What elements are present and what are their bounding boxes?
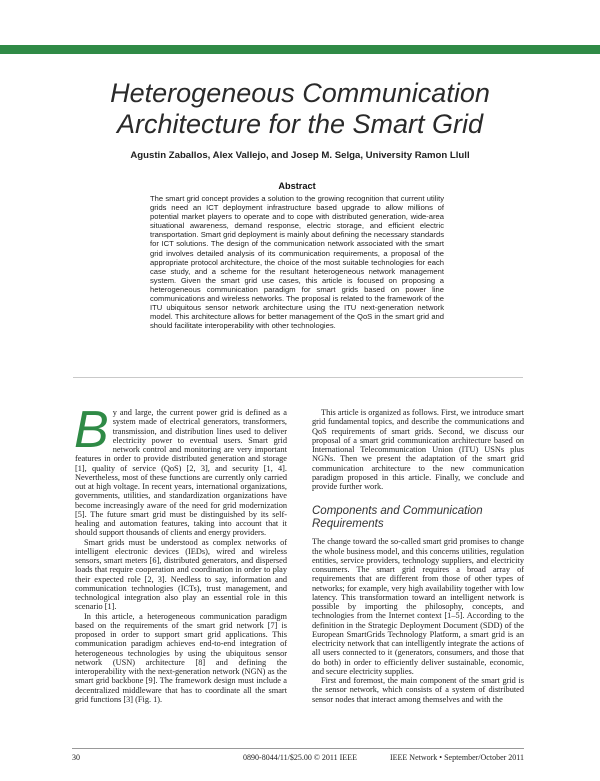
paragraph: First and foremost, the main component of the smart grid is the sensor network, which consists of a system of distributed sensor nodes that interact among themselves and with the [312,676,524,704]
copyright-code: 0890-8044/11/$25.00 © 2011 IEEE [243,753,357,762]
abstract-text: The smart grid concept provides a solution to the growing recognition that current utility grids need an ICT deployment infrastructure based upgrade to allow millions of potential market players to operate and to cope with distributed generation, wide-area situational awareness, demand response, electric storage, and efficient electric transportation. Smart grid deployment is mainly about defining the necessary standards for ICT solutions. The design of the communication network associated with the smart grid involves detailed analysis of its communication requirements, a proposal of the appropriate protocol architecture, the choice of the most suitable technologies for each case study, and a scheme for the resultant heterogeneous network management system. Given the smart grid use cases, this article is focused on proposing a heterogeneous communication paradigm for smart grids based on power line communications and wireless networks. The proposal is related to the framework of the ITU ubiquitous sensor network architecture using the ITU next-generation network model. This architecture allows for better management of the QoS in the smart grid and should facilitate interoperability with other technologies. [150,194,444,331]
section-heading [312,505,524,531]
section-heading-line-2: Requirements [312,518,384,531]
paragraph: In this article, a heterogeneous communication paradigm based on the requirements of the smart grid network [7] is proposed in order to support smart grid applications. This communication paradigm achieves end-to-end integration of heterogeneous technologies by using the ubiquitous sensor network (USN) architecture [8] and defining the interoperability with the next-generation network (NGN) as the smart grid backbone [9]. The framework design must include a decentralized middleware that has to coordinate all the smart grid functions [3] (Fig. 1). [75,611,287,704]
title-line-1: Heterogeneous Communication [110,78,490,108]
abstract-heading: Abstract [278,181,316,191]
paragraph-intro-text: y and large, the current power grid is defined as a system made of electrical generators, transformers, transmission, and distribution lines used to deliver electricity power to eventual users. Smart grid network control and monitoring are very important features in order to provide distributed generation and storage [1], quality of service (QoS) [2, 3], and security [1, 4]. Nevertheless, most of these functions are currently only carried out at high voltage. In recent years, international organizations, governments, utilities, and standardization organizations have become increasingly aware of the need for grid modernization [5]. The future smart grid must be distinguished by its self-healing and automation features, taking into account that it should support thousands of clients and energy providers. [75,408,287,538]
header-accent-bar [0,45,600,54]
paragraph: Smart grids must be understood as complex networks of intelligent electronic devices (IEDs), wired and wireless sensors, smart meters [6], distributed generators, and dispersed loads that require cooperation and coordination in order to play their expected role [2, 3]. Needless to say, information and communication technologies (ICTs), trust management, and technological integration also play an essential role in this scenario [1]. [75,537,287,612]
footer-divider [72,748,524,749]
paragraph: The change toward the so-called smart grid promises to change the whole business model, and this concerns utilities, regulation entities, service providers, technology suppliers, and electricity consumers. The smart grid requires a broad array of requirements that are different from those of other types of networks; for example, very high availability together with low latency. This transformation toward an intelligent network is possible by importing the philosophy, concepts, and technologies from the Internet context [1–5]. According to the definition in the Strategic Deployment Document (SDD) of the European SmartGrids Technology Platform, a smart grid is an electricity network that can intelligently integrate the actions of all users connected to it (generators, consumers, and those that do both) in order to efficiently deliver sustainable, economic, and secure electricity supplies. [312,537,524,676]
journal-issue: IEEE Network • September/October 2011 [389,753,524,762]
abstract-section [150,181,444,330]
page-number: 30 [72,753,80,762]
paragraph: This article is organized as follows. First, we introduce smart grid fundamental topics, and describe the communications and QoS requirements of smart grids. Second, we discuss our proposal of a smart grid communication architecture based on International Telecommunication Union (ITU) USNs plus NGNs. Then we present the adaptation of the smart grid communication architecture to the new communication paradigm proposed in this article. Finally, we conclude and provide further work. [312,408,524,491]
article-title [40,78,560,140]
paragraph-intro [74,401,287,538]
title-line-2: Architecture for the Smart Grid [116,109,484,139]
abstract-divider [73,377,523,378]
author-line: Agustin Zaballos, Alex Vallejo, and Josep M. Selga, University Ramon Llull [130,150,470,161]
drop-cap: B [74,401,109,459]
body-column-right [312,408,524,704]
section-heading-line-1: Components and Communication [312,505,483,518]
body-column-left [74,401,287,704]
